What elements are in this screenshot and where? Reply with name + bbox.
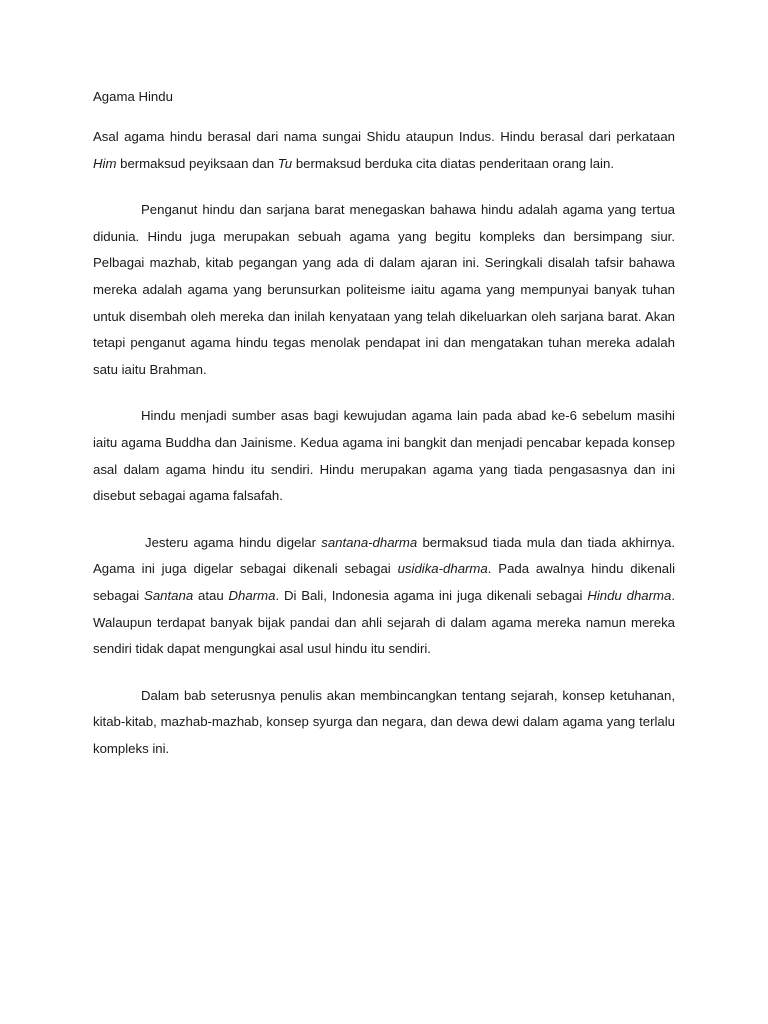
italic-term: Hindu dharma bbox=[587, 587, 672, 603]
italic-term: Santana bbox=[144, 587, 194, 603]
italic-term: Dharma bbox=[228, 587, 276, 603]
text-run: bermaksud tiada mula dan tiada akhirnya. Agama ini juga digelar sebagai dikenali sebagai bbox=[93, 534, 675, 577]
italic-term: usidika-dharma bbox=[397, 561, 488, 577]
paragraph bbox=[93, 197, 675, 383]
italic-term: Tu bbox=[277, 155, 293, 171]
text-run: Jesteru agama hindu digelar bbox=[145, 534, 322, 550]
text-run: Asal agama hindu berasal dari nama sungai Shidu ataupun Indus. Hindu berasal dari perkataan bbox=[93, 129, 675, 144]
document-body bbox=[93, 124, 675, 762]
text-run: atau bbox=[193, 587, 229, 603]
text-run: Penganut hindu dan sarjana barat menegaskan bahawa hindu adalah agama yang tertua didunia. Hindu juga merupakan sebuah agama yang begitu kompleks dan bersimpang siur. Pelbagai mazhab, kitab pegangan yang ada di dalam ajaran ini. Seringkali disalah tafsir bahawa mereka adalah agama yang berunsurkan politeisme iaitu agama yang mempunyai banyak tuhan untuk disembah oleh mereka dan inilah kenyataan yang telah dikeluarkan oleh sarjana barat. Akan tetapi penganut agama hindu tegas menolak pendapat ini dan mengatakan tuhan mereka adalah satu iaitu Brahman. bbox=[93, 202, 675, 377]
paragraph bbox=[93, 683, 675, 763]
paragraph bbox=[93, 530, 675, 663]
document-title: Agama Hindu bbox=[93, 89, 173, 104]
text-run: bermaksud berduka cita diatas penderitaan orang lain. bbox=[292, 155, 614, 171]
text-run: . Di Bali, Indonesia agama ini juga dikenali sebagai bbox=[275, 587, 588, 603]
paragraph bbox=[93, 124, 675, 177]
italic-term: santana-dharma bbox=[321, 534, 418, 550]
text-run: . Walaupun terdapat banyak bijak pandai dan ahli sejarah di dalam agama mereka namun mereka sendiri tidak dapat mengungkai asal usul hindu itu sendiri. bbox=[93, 587, 675, 657]
paragraph bbox=[93, 403, 675, 509]
text-run: . Pada awalnya hindu dikenali sebagai bbox=[93, 561, 675, 603]
italic-term: Him bbox=[93, 155, 117, 171]
text-run: Dalam bab seterusnya penulis akan membincangkan tentang sejarah, konsep ketuhanan, kitab-kitab, mazhab-mazhab, konsep syurga dan negara, dan dewa dewi dalam agama yang terlalu kompleks ini. bbox=[93, 687, 675, 756]
text-run: bermaksud peyiksaan dan bbox=[116, 155, 278, 171]
text-run: Hindu menjadi sumber asas bagi kewujudan agama lain pada abad ke-6 sebelum masihi iaitu agama Buddha dan Jainisme. Kedua agama ini bangkit dan menjadi pencabar kepada konsep asal dalam agama hindu itu sendiri. Hindu merupakan agama yang tiada pengasasnya dan ini disebut sebagai agama falsafah. bbox=[93, 408, 675, 504]
